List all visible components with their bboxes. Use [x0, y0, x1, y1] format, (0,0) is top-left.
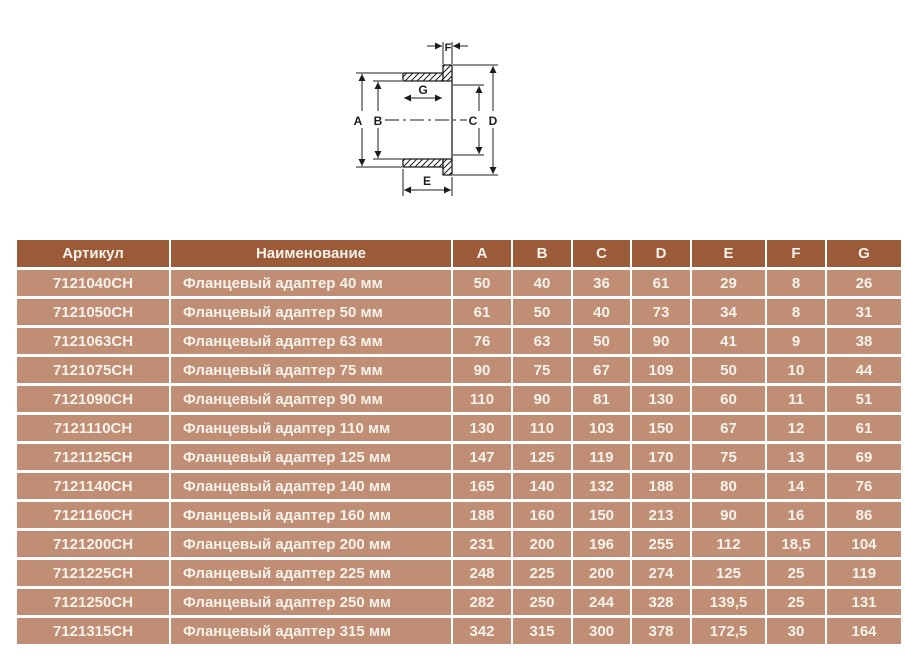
- table-row: [17, 444, 901, 470]
- cell-dim-a: 110: [453, 386, 511, 412]
- dim-label-g: G: [418, 83, 428, 97]
- cell-name: Фланцевый адаптер 200 мм: [171, 531, 451, 557]
- cell-dim-f: 12: [767, 415, 825, 441]
- cell-dim-e: 60: [692, 386, 765, 412]
- cell-dim-g: 69: [827, 444, 901, 470]
- cell-dim-b: 315: [513, 618, 571, 644]
- cell-dim-a: 50: [453, 270, 511, 296]
- cell-dim-c: 200: [573, 560, 630, 586]
- table-row: [17, 328, 901, 354]
- cell-article: 7121250CH: [17, 589, 169, 615]
- cell-dim-e: 80: [692, 473, 765, 499]
- cell-dim-d: 328: [632, 589, 690, 615]
- col-header-name: Наименование: [171, 240, 451, 267]
- cell-dim-f: 18,5: [767, 531, 825, 557]
- cell-dim-f: 8: [767, 270, 825, 296]
- cell-dim-f: 14: [767, 473, 825, 499]
- cell-article: 7121040CH: [17, 270, 169, 296]
- cell-dim-g: 61: [827, 415, 901, 441]
- dim-label-b: B: [373, 114, 383, 128]
- cell-name: Фланцевый адаптер 315 мм: [171, 618, 451, 644]
- cell-dim-g: 44: [827, 357, 901, 383]
- cell-dim-c: 119: [573, 444, 630, 470]
- cell-dim-e: 75: [692, 444, 765, 470]
- cell-name: Фланцевый адаптер 40 мм: [171, 270, 451, 296]
- cell-dim-c: 50: [573, 328, 630, 354]
- cell-dim-b: 160: [513, 502, 571, 528]
- col-header-dim-e: E: [692, 240, 765, 267]
- cell-dim-a: 282: [453, 589, 511, 615]
- cell-dim-b: 40: [513, 270, 571, 296]
- dim-label-f: F: [444, 42, 452, 54]
- cell-dim-e: 50: [692, 357, 765, 383]
- cell-dim-g: 131: [827, 589, 901, 615]
- col-header-dim-g: G: [827, 240, 901, 267]
- cell-dim-b: 75: [513, 357, 571, 383]
- cell-dim-b: 90: [513, 386, 571, 412]
- cell-dim-d: 130: [632, 386, 690, 412]
- cell-dim-e: 125: [692, 560, 765, 586]
- cell-article: 7121110CH: [17, 415, 169, 441]
- cell-dim-g: 51: [827, 386, 901, 412]
- cell-dim-e: 29: [692, 270, 765, 296]
- cell-name: Фланцевый адаптер 50 мм: [171, 299, 451, 325]
- cell-dim-c: 103: [573, 415, 630, 441]
- cell-dim-b: 140: [513, 473, 571, 499]
- cell-dim-g: 104: [827, 531, 901, 557]
- cell-dim-g: 119: [827, 560, 901, 586]
- cell-dim-e: 90: [692, 502, 765, 528]
- table-row: [17, 270, 901, 296]
- table-body: [17, 270, 901, 644]
- cell-dim-e: 67: [692, 415, 765, 441]
- cell-dim-a: 76: [453, 328, 511, 354]
- table-row: [17, 299, 901, 325]
- cell-name: Фланцевый адаптер 63 мм: [171, 328, 451, 354]
- header-row: [17, 240, 901, 267]
- cell-dim-a: 231: [453, 531, 511, 557]
- table-row: [17, 473, 901, 499]
- cell-dim-g: 76: [827, 473, 901, 499]
- cell-dim-e: 41: [692, 328, 765, 354]
- cell-dim-f: 8: [767, 299, 825, 325]
- cell-article: 7121063CH: [17, 328, 169, 354]
- cell-dim-c: 67: [573, 357, 630, 383]
- col-header-dim-a: A: [453, 240, 511, 267]
- cell-dim-f: 25: [767, 589, 825, 615]
- cell-article: 7121140CH: [17, 473, 169, 499]
- col-header-dim-f: F: [767, 240, 825, 267]
- cell-dim-f: 10: [767, 357, 825, 383]
- cell-article: 7121200CH: [17, 531, 169, 557]
- cell-dim-e: 34: [692, 299, 765, 325]
- cell-dim-d: 150: [632, 415, 690, 441]
- table-row: [17, 502, 901, 528]
- cell-name: Фланцевый адаптер 140 мм: [171, 473, 451, 499]
- cell-dim-d: 274: [632, 560, 690, 586]
- cell-dim-d: 109: [632, 357, 690, 383]
- cell-dim-c: 196: [573, 531, 630, 557]
- cell-dim-f: 30: [767, 618, 825, 644]
- cell-dim-e: 112: [692, 531, 765, 557]
- technical-drawing: [0, 0, 905, 232]
- cell-name: Фланцевый адаптер 90 мм: [171, 386, 451, 412]
- table-row: [17, 589, 901, 615]
- cell-dim-g: 38: [827, 328, 901, 354]
- cell-article: 7121090CH: [17, 386, 169, 412]
- col-header-dim-c: C: [573, 240, 630, 267]
- cell-dim-f: 16: [767, 502, 825, 528]
- col-header-dim-b: B: [513, 240, 571, 267]
- cell-dim-d: 378: [632, 618, 690, 644]
- cell-dim-b: 63: [513, 328, 571, 354]
- col-header-dim-d: D: [632, 240, 690, 267]
- cell-dim-b: 110: [513, 415, 571, 441]
- cell-dim-c: 244: [573, 589, 630, 615]
- cell-dim-f: 11: [767, 386, 825, 412]
- cell-dim-f: 13: [767, 444, 825, 470]
- cell-dim-a: 61: [453, 299, 511, 325]
- cell-article: 7121125CH: [17, 444, 169, 470]
- cell-dim-d: 188: [632, 473, 690, 499]
- cell-dim-d: 73: [632, 299, 690, 325]
- dim-label-d: D: [488, 114, 498, 128]
- cell-dim-a: 188: [453, 502, 511, 528]
- cell-dim-b: 200: [513, 531, 571, 557]
- cell-dim-d: 255: [632, 531, 690, 557]
- cell-name: Фланцевый адаптер 110 мм: [171, 415, 451, 441]
- cell-dim-b: 125: [513, 444, 571, 470]
- cell-article: 7121075CH: [17, 357, 169, 383]
- cell-name: Фланцевый адаптер 225 мм: [171, 560, 451, 586]
- cell-dim-g: 31: [827, 299, 901, 325]
- cell-name: Фланцевый адаптер 125 мм: [171, 444, 451, 470]
- table-row: [17, 560, 901, 586]
- cell-dim-g: 26: [827, 270, 901, 296]
- dim-label-e: E: [422, 174, 432, 188]
- cell-dim-e: 139,5: [692, 589, 765, 615]
- cell-name: Фланцевый адаптер 250 мм: [171, 589, 451, 615]
- cell-dim-c: 36: [573, 270, 630, 296]
- cell-dim-a: 90: [453, 357, 511, 383]
- col-header-article: Артикул: [17, 240, 169, 267]
- table-row: [17, 357, 901, 383]
- cell-dim-a: 165: [453, 473, 511, 499]
- cell-dim-f: 9: [767, 328, 825, 354]
- dim-label-c: C: [468, 114, 478, 128]
- cell-dim-d: 170: [632, 444, 690, 470]
- spec-table: [15, 237, 903, 647]
- cell-dim-d: 213: [632, 502, 690, 528]
- cell-dim-c: 150: [573, 502, 630, 528]
- cell-dim-a: 130: [453, 415, 511, 441]
- cell-name: Фланцевый адаптер 75 мм: [171, 357, 451, 383]
- cell-name: Фланцевый адаптер 160 мм: [171, 502, 451, 528]
- cell-dim-c: 40: [573, 299, 630, 325]
- cell-dim-b: 250: [513, 589, 571, 615]
- cell-dim-d: 90: [632, 328, 690, 354]
- table-row: [17, 618, 901, 644]
- cell-dim-b: 50: [513, 299, 571, 325]
- cell-article: 7121160CH: [17, 502, 169, 528]
- cell-dim-a: 342: [453, 618, 511, 644]
- cell-dim-c: 132: [573, 473, 630, 499]
- cell-dim-a: 147: [453, 444, 511, 470]
- cell-article: 7121315CH: [17, 618, 169, 644]
- cell-dim-f: 25: [767, 560, 825, 586]
- dim-label-a: A: [353, 114, 363, 128]
- table-row: [17, 386, 901, 412]
- cell-article: 7121225CH: [17, 560, 169, 586]
- cell-dim-g: 164: [827, 618, 901, 644]
- cell-dim-a: 248: [453, 560, 511, 586]
- cell-dim-c: 81: [573, 386, 630, 412]
- table-row: [17, 415, 901, 441]
- cell-article: 7121050CH: [17, 299, 169, 325]
- cell-dim-d: 61: [632, 270, 690, 296]
- table-row: [17, 531, 901, 557]
- cell-dim-b: 225: [513, 560, 571, 586]
- cell-dim-c: 300: [573, 618, 630, 644]
- cell-dim-e: 172,5: [692, 618, 765, 644]
- cell-dim-g: 86: [827, 502, 901, 528]
